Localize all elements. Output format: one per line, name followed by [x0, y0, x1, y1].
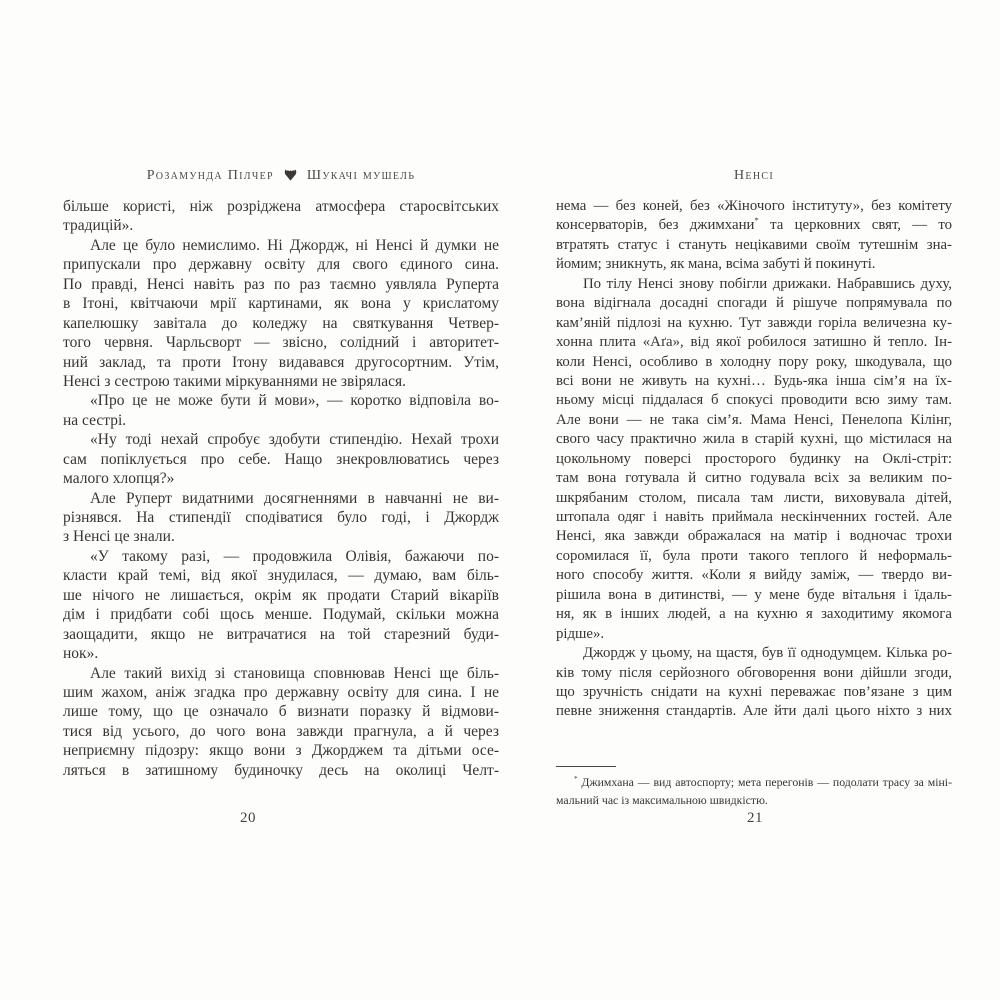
text-line: мальний час із максимальною швидкістю.: [556, 793, 768, 808]
text-line: ня, як в інших людей, а на кухню я заходитиму якомога: [556, 606, 952, 623]
text-line: Ненсі, яка завжди ображалася на матір і водночас трохи: [556, 528, 952, 545]
text-line: кам’яній підлозі на кухню. Тут завжди горіла величезна ку-: [556, 314, 952, 331]
text-line: певне зниження стандартів. Але йти далі цього ніхто з них: [556, 703, 952, 720]
text-line: нема — без коней, без «Жіночого інституту», без комітету: [556, 198, 952, 214]
text-line: заощадити, якщо не витрачатися на той старезний буди-: [63, 625, 499, 643]
paragraph: [556, 644, 952, 722]
footnote-separator: [556, 766, 616, 767]
text-line: більше користі, ніж розріджена атмосфера старосвітських: [63, 198, 499, 215]
text-line: соромилася її, була проти такого теплого й неформаль-: [556, 547, 952, 564]
text-line: По правді, Ненсі навіть раз по раз таємно уявляла Руперта: [63, 275, 499, 293]
shell-icon: [283, 168, 298, 186]
text-line: ньому місці піддалася б спокусі проводити всю зиму там.: [556, 392, 952, 409]
text-line: шим жахом, аніж згадка про державну освіту для сина. І не: [63, 683, 499, 701]
paragraph: [63, 547, 499, 664]
text-line: сам попіклується про себе. Нащо знекровлюватись через: [63, 450, 499, 468]
text-line: капелюшку завітала до коледжу на святкування Четвер-: [63, 314, 499, 332]
text-line: хонна плита «Аґа», від якої робилося затишно й тепло. Ін-: [556, 334, 952, 351]
text-line: Ненсі з сестрою такими міркуваннями не звірялася.: [63, 372, 406, 390]
text-line: ного способу життя. «Коли я вийду заміж, — твердо ви-: [556, 567, 952, 584]
paragraph: [556, 197, 952, 275]
text-line: втратять статус і стануть нецікавими своїм тутешнім зна-: [556, 236, 952, 253]
paragraph: [63, 664, 499, 781]
footnote-lines: [556, 773, 952, 810]
page-number-left: 20: [240, 810, 256, 826]
running-head-left: [63, 168, 499, 197]
text-line: Але це було немислимо. Ні Джордж, ні Ненсі й думки не: [90, 236, 499, 254]
text-line: Але такий вихід зі становища сповнював Ненсі ще біль-: [90, 664, 499, 682]
paragraph: [63, 197, 499, 236]
text-line: припускали про державну освіту для свого єдиного сина.: [63, 256, 499, 274]
page-right-body: [556, 197, 952, 722]
paragraph: [63, 430, 499, 488]
text-line: нок».: [63, 645, 99, 663]
text-line: свого часу практично жила в старій кухні, що містилася на: [556, 431, 952, 448]
text-line: ків тому після серйозного обговорення вони дійшли згоди,: [556, 664, 952, 681]
text-line: шкрябаним столом, писала там листи, виховувала дітей,: [556, 489, 952, 506]
text-line: коли Ненсі, особливо в холодну пору року, шкодувала, що: [556, 353, 952, 370]
page-number-right: 21: [747, 810, 763, 826]
text-line: з Ненсі це знали.: [63, 528, 175, 546]
paragraph: [63, 236, 499, 392]
running-head-chapter: Ненсі: [734, 168, 774, 183]
text-line: там вона готувала й ситно годувала всіх за великим по-: [556, 470, 952, 487]
text-line: Джордж у цьому, на щастя, був її однодумцем. Кілька ро-: [583, 645, 952, 662]
text-line: йомим; зникнуть, як мана, всіма забуті й покинуті.: [556, 256, 876, 273]
text-line: Але вони — не така сім’я. Мама Ненсі, Пенелопа Кілінг,: [556, 411, 952, 428]
text-line: рішила вона в дитинстві, — у мене буде вітальня і їдаль-: [556, 586, 952, 603]
footnote-block: [556, 766, 952, 810]
text-line: штопала одяг і навіть приймала нескінченних гостей. Але: [556, 509, 952, 525]
text-line: цокольному поверсі просторого будинку на Оклі-стріт:: [556, 450, 952, 467]
text-line: малого хлопця?»: [63, 470, 175, 488]
text-line: класти край темі, від якої знудилася, — думаю, вам біль-: [63, 567, 499, 585]
page-right: [556, 168, 952, 810]
text-line: ше нічого не лишається, окрім як продати Старий вікаріїв: [63, 586, 499, 604]
text-line: тися від усього, до чого вона завжди прагнула, а й через: [63, 722, 499, 740]
text-line: всі вони не живуть на кухні… Будь-яка інша сім’я на їх-: [556, 372, 952, 389]
text-line: в Ітоні, квітчаючи мрії картинами, як вона у крислатому: [63, 295, 499, 313]
text-line: рідше».: [556, 625, 605, 642]
running-head-right: [556, 168, 952, 197]
text-line: По тілу Ненсі знову побігли дрижаки. Набравшись духу,: [583, 275, 952, 292]
text-line: * Джимхана — вид автоспорту; мета перегонів — подолати трасу за міні-: [574, 774, 952, 789]
text-line: «Ну тоді нехай спробує здобути стипендію. Нехай трохи: [90, 431, 499, 449]
text-line: того червня. Чарльсворт — звісно, солідний і авторитет-: [63, 334, 499, 352]
text-line: на сестрі.: [63, 411, 127, 429]
text-line: консерваторів, без джимхани* та церковних свят, — то: [556, 215, 952, 234]
running-head-title: Шукачі мушель: [306, 168, 416, 183]
page-left: [63, 168, 499, 780]
text-line: дім і придбати собі щось менше. Подумай, скільки можна: [63, 606, 499, 624]
text-line: різнявся. На стипендії сподіватися було годі, і Джордж: [63, 509, 499, 526]
text-line: традицій».: [63, 217, 134, 235]
text-line: Але Руперт видатними досягненнями в навчанні не ви-: [90, 489, 499, 507]
paragraph: [556, 275, 952, 644]
text-line: вона відігнала досадні спогади й рішуче попрямувала по: [556, 295, 952, 312]
text-line: що зручність снідати на кухні переважає пов’язане з цим: [556, 683, 952, 700]
paragraph: [63, 391, 499, 430]
text-line: ляться в затишному будиночку десь на околиці Челт-: [63, 761, 499, 779]
page-left-body: [63, 197, 499, 780]
text-line: «У такому разі, — продовжила Олівія, бажаючи по-: [90, 547, 499, 565]
text-line: ний заклад, та проти Ітону видавався другосортним. Утім,: [63, 353, 499, 371]
text-line: неприємну підозру: якщо вони з Джорджем та дітьми осе-: [63, 742, 499, 760]
text-line: лише тому, що це означало б визнати поразку й відмови-: [63, 703, 499, 721]
paragraph: [63, 489, 499, 547]
text-line: «Про це не може бути й мови», — коротко відповіла во-: [90, 392, 499, 410]
running-head-author: Розамунда Пілчер: [146, 168, 274, 183]
